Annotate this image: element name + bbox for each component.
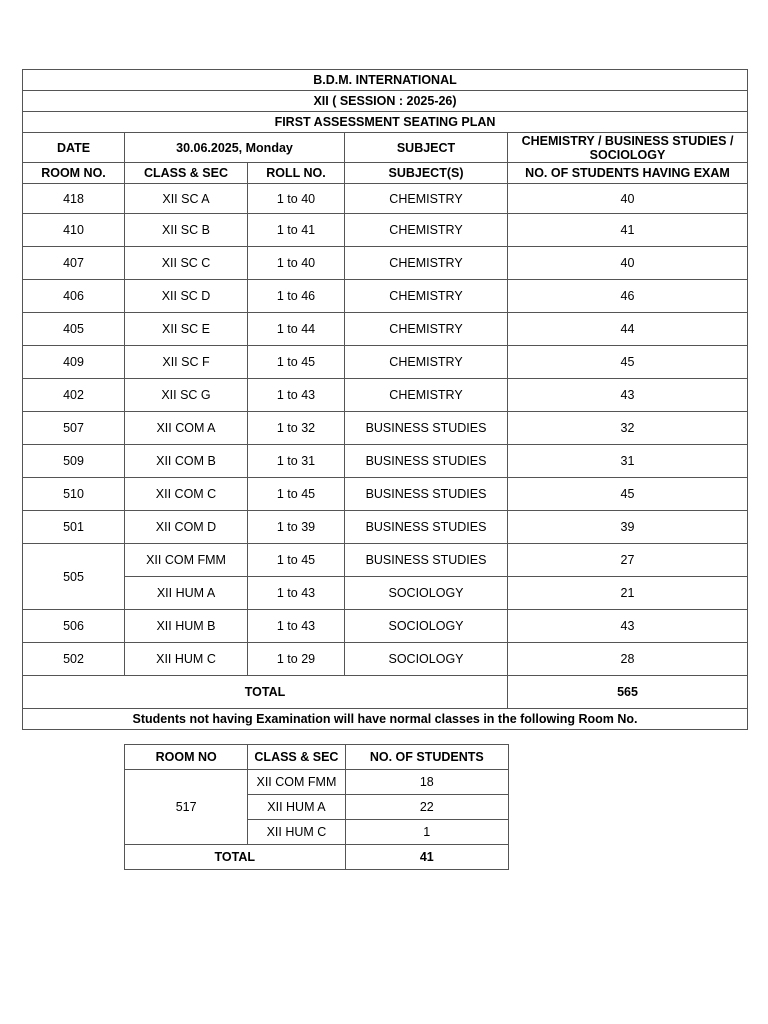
roll-cell: 1 to 45 bbox=[248, 478, 345, 511]
count-cell: 46 bbox=[508, 280, 748, 313]
class-cell: XII HUM A bbox=[248, 795, 345, 820]
count-cell: 44 bbox=[508, 313, 748, 346]
class-cell: XII HUM B bbox=[125, 610, 248, 643]
class-cell: XII SC A bbox=[125, 184, 248, 214]
count-cell: 21 bbox=[508, 577, 748, 610]
count-cell: 43 bbox=[508, 610, 748, 643]
room-cell: 517 bbox=[125, 770, 248, 845]
normal-total-row bbox=[125, 845, 509, 870]
subject-label: SUBJECT bbox=[345, 133, 508, 163]
sub-col-room: ROOM NO bbox=[125, 745, 248, 770]
class-cell: XII SC G bbox=[125, 379, 248, 412]
total-row bbox=[23, 676, 748, 709]
sub-col-count: NO. OF STUDENTS bbox=[345, 745, 508, 770]
table-row bbox=[23, 313, 748, 346]
subject-cell: SOCIOLOGY bbox=[345, 610, 508, 643]
normal-total-label: TOTAL bbox=[125, 845, 346, 870]
room-cell: 510 bbox=[23, 478, 125, 511]
column-header-row bbox=[23, 163, 748, 184]
session-title: XII ( SESSION : 2025-26) bbox=[23, 91, 748, 112]
subject-cell: SOCIOLOGY bbox=[345, 643, 508, 676]
roll-cell: 1 to 44 bbox=[248, 313, 345, 346]
count-cell: 22 bbox=[345, 795, 508, 820]
class-cell: XII COM FMM bbox=[125, 544, 248, 577]
room-cell: 506 bbox=[23, 610, 125, 643]
subject-cell: CHEMISTRY bbox=[345, 280, 508, 313]
table-row bbox=[23, 544, 748, 577]
class-cell: XII COM A bbox=[125, 412, 248, 445]
subject-cell: CHEMISTRY bbox=[345, 184, 508, 214]
room-cell: 418 bbox=[23, 184, 125, 214]
subject-value: CHEMISTRY / BUSINESS STUDIES / SOCIOLOGY bbox=[508, 133, 748, 163]
table-row bbox=[23, 643, 748, 676]
subject-cell: CHEMISTRY bbox=[345, 313, 508, 346]
subject-cell: BUSINESS STUDIES bbox=[345, 544, 508, 577]
date-value: 30.06.2025, Monday bbox=[125, 133, 345, 163]
roll-cell: 1 to 43 bbox=[248, 577, 345, 610]
normal-total-value: 41 bbox=[345, 845, 508, 870]
subject-cell: BUSINESS STUDIES bbox=[345, 478, 508, 511]
normal-classes-table bbox=[124, 744, 509, 870]
col-count: NO. OF STUDENTS HAVING EXAM bbox=[508, 163, 748, 184]
col-class: CLASS & SEC bbox=[125, 163, 248, 184]
table-row bbox=[23, 478, 748, 511]
roll-cell: 1 to 45 bbox=[248, 346, 345, 379]
roll-cell: 1 to 32 bbox=[248, 412, 345, 445]
col-room: ROOM NO. bbox=[23, 163, 125, 184]
count-cell: 40 bbox=[508, 184, 748, 214]
room-cell: 501 bbox=[23, 511, 125, 544]
date-label: DATE bbox=[23, 133, 125, 163]
table-row bbox=[23, 247, 748, 280]
class-cell: XII COM B bbox=[125, 445, 248, 478]
table-row bbox=[23, 577, 748, 610]
subject-cell: CHEMISTRY bbox=[345, 346, 508, 379]
count-cell: 45 bbox=[508, 346, 748, 379]
class-cell: XII COM C bbox=[125, 478, 248, 511]
total-value: 565 bbox=[508, 676, 748, 709]
note-row bbox=[23, 709, 748, 730]
class-cell: XII SC E bbox=[125, 313, 248, 346]
table-row bbox=[125, 770, 509, 795]
subject-cell: BUSINESS STUDIES bbox=[345, 412, 508, 445]
roll-cell: 1 to 41 bbox=[248, 214, 345, 247]
table-row bbox=[23, 346, 748, 379]
class-cell: XII HUM C bbox=[125, 643, 248, 676]
room-cell: 407 bbox=[23, 247, 125, 280]
count-cell: 18 bbox=[345, 770, 508, 795]
class-cell: XII COM FMM bbox=[248, 770, 345, 795]
table-row bbox=[23, 412, 748, 445]
roll-cell: 1 to 40 bbox=[248, 184, 345, 214]
class-cell: XII HUM A bbox=[125, 577, 248, 610]
subject-cell: BUSINESS STUDIES bbox=[345, 445, 508, 478]
room-cell: 509 bbox=[23, 445, 125, 478]
roll-cell: 1 to 43 bbox=[248, 610, 345, 643]
class-cell: XII SC F bbox=[125, 346, 248, 379]
room-cell: 505 bbox=[23, 544, 125, 610]
count-cell: 43 bbox=[508, 379, 748, 412]
school-name: B.D.M. INTERNATIONAL bbox=[23, 70, 748, 91]
seating-plan-table bbox=[22, 69, 748, 730]
count-cell: 39 bbox=[508, 511, 748, 544]
room-cell: 402 bbox=[23, 379, 125, 412]
room-cell: 410 bbox=[23, 214, 125, 247]
note-text: Students not having Examination will have normal classes in the following Room No. bbox=[23, 709, 748, 730]
class-cell: XII HUM C bbox=[248, 820, 345, 845]
roll-cell: 1 to 29 bbox=[248, 643, 345, 676]
roll-cell: 1 to 31 bbox=[248, 445, 345, 478]
class-cell: XII SC C bbox=[125, 247, 248, 280]
room-cell: 409 bbox=[23, 346, 125, 379]
roll-cell: 1 to 43 bbox=[248, 379, 345, 412]
count-cell: 45 bbox=[508, 478, 748, 511]
table-row bbox=[23, 184, 748, 214]
total-label: TOTAL bbox=[23, 676, 508, 709]
roll-cell: 1 to 40 bbox=[248, 247, 345, 280]
table-row bbox=[23, 280, 748, 313]
table-row bbox=[23, 610, 748, 643]
room-cell: 507 bbox=[23, 412, 125, 445]
col-subject: SUBJECT(S) bbox=[345, 163, 508, 184]
count-cell: 40 bbox=[508, 247, 748, 280]
room-cell: 406 bbox=[23, 280, 125, 313]
class-cell: XII COM D bbox=[125, 511, 248, 544]
subject-cell: CHEMISTRY bbox=[345, 247, 508, 280]
count-cell: 1 bbox=[345, 820, 508, 845]
table-row bbox=[23, 511, 748, 544]
subject-cell: CHEMISTRY bbox=[345, 379, 508, 412]
count-cell: 27 bbox=[508, 544, 748, 577]
count-cell: 31 bbox=[508, 445, 748, 478]
col-roll: ROLL NO. bbox=[248, 163, 345, 184]
roll-cell: 1 to 45 bbox=[248, 544, 345, 577]
table-row bbox=[23, 379, 748, 412]
subject-cell: BUSINESS STUDIES bbox=[345, 511, 508, 544]
subject-cell: CHEMISTRY bbox=[345, 214, 508, 247]
table-row bbox=[23, 214, 748, 247]
room-cell: 502 bbox=[23, 643, 125, 676]
plan-title: FIRST ASSESSMENT SEATING PLAN bbox=[23, 112, 748, 133]
class-cell: XII SC D bbox=[125, 280, 248, 313]
table-row bbox=[23, 445, 748, 478]
count-cell: 41 bbox=[508, 214, 748, 247]
roll-cell: 1 to 39 bbox=[248, 511, 345, 544]
subject-cell: SOCIOLOGY bbox=[345, 577, 508, 610]
class-cell: XII SC B bbox=[125, 214, 248, 247]
roll-cell: 1 to 46 bbox=[248, 280, 345, 313]
count-cell: 28 bbox=[508, 643, 748, 676]
room-cell: 405 bbox=[23, 313, 125, 346]
sub-col-class: CLASS & SEC bbox=[248, 745, 345, 770]
count-cell: 32 bbox=[508, 412, 748, 445]
